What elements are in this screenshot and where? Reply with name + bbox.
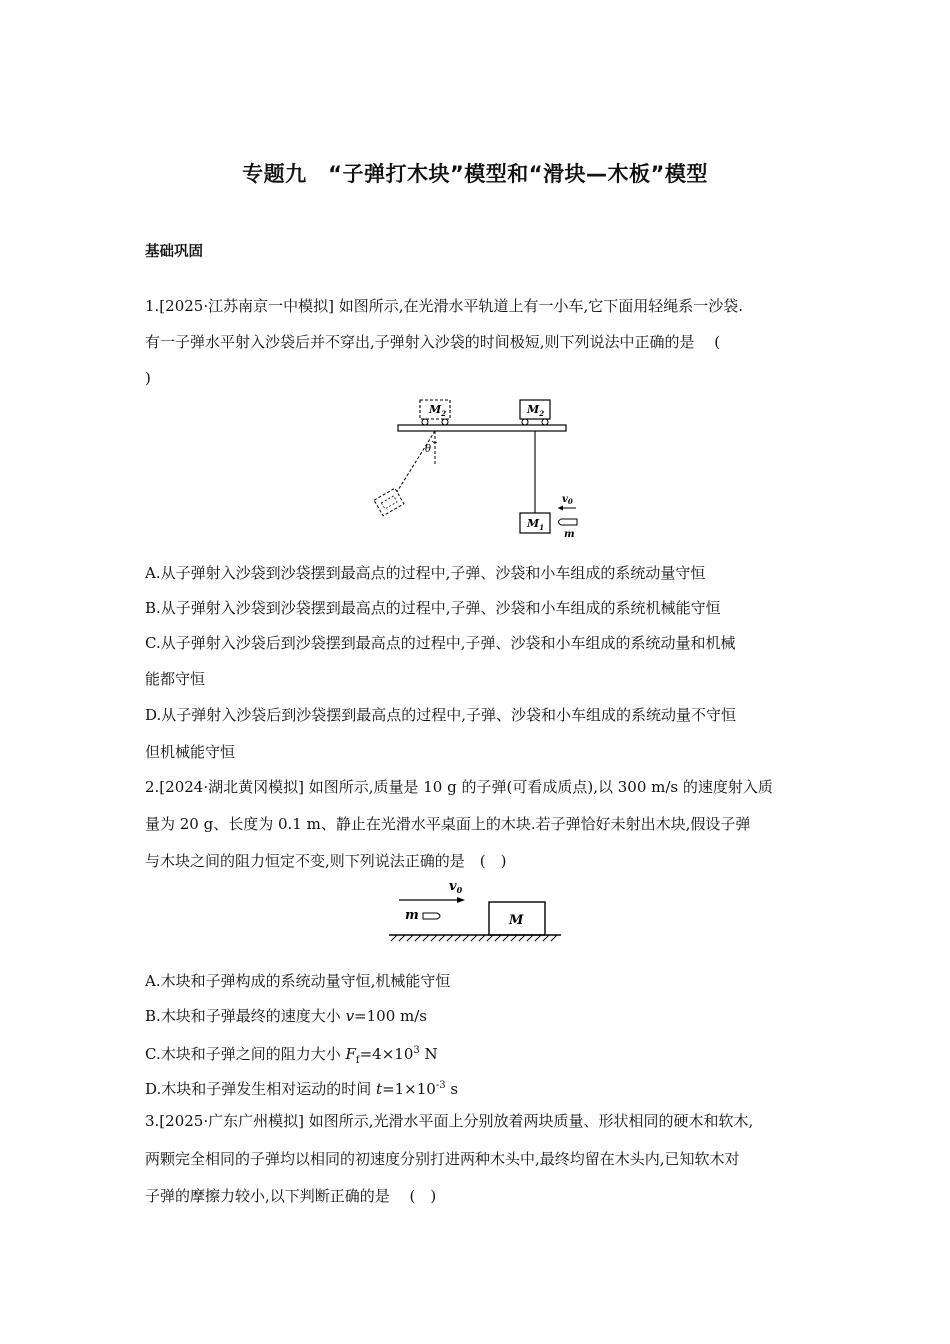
q1-option-b: B.从子弹射入沙袋到沙袋摆到最高点的过程中,子弹、沙袋和小车组成的系统机械能守恒 bbox=[145, 599, 721, 617]
section-heading: 基础巩固 bbox=[145, 244, 203, 260]
q1-option-c-line-1: C.从子弹射入沙袋后到沙袋摆到最高点的过程中,子弹、沙袋和小车组成的系统动量和机械 bbox=[145, 634, 736, 652]
svg-text:M2: $M_2$ bbox=[527, 403, 545, 418]
page-title: 专题九 “子弹打木块”模型和“滑块—木板”模型 bbox=[242, 162, 708, 186]
q2-stem-line-1: 2.[2024·湖北黄冈模拟] 如图所示,质量是 10 g 的子弹(可看成质点),以 300 m/s 的速度射入质 bbox=[145, 778, 773, 796]
svg-text:M1: $M_1$ bbox=[527, 517, 545, 532]
svg-text:M2: $M_2$ bbox=[429, 403, 447, 418]
q1-option-d-line-2: 但机械能守恒 bbox=[145, 743, 236, 761]
q2-option-d: D.木块和子弹发生相对运动的时间 $t=1\times 10^{-3}$ s bbox=[145, 1080, 459, 1098]
q1-track bbox=[398, 425, 566, 431]
svg-text:θ: θ bbox=[425, 444, 432, 455]
q2-stem-line-3: 与木块之间的阻力恒定不变,则下列说法正确的是 ( ) bbox=[145, 852, 507, 870]
q1-figure bbox=[365, 395, 580, 545]
q3-stem-line-3: 子弹的摩擦力较小,以下判断正确的是 ( ) bbox=[145, 1187, 437, 1205]
svg-text:m: m bbox=[405, 908, 419, 923]
q1-stem-line-3: ) bbox=[145, 369, 151, 387]
q1-option-a: A.从子弹射入沙袋到沙袋摆到最高点的过程中,子弹、沙袋和小车组成的系统动量守恒 bbox=[145, 564, 706, 582]
q1-option-c-line-2: 能都守恒 bbox=[145, 670, 206, 688]
svg-text:v0: $v_0$ bbox=[449, 879, 463, 895]
q1-option-d-line-1: D.从子弹射入沙袋后到沙袋摆到最高点的过程中,子弹、沙袋和小车组成的系统动量不守恒 bbox=[145, 706, 737, 724]
svg-text:v0: $v_0$ bbox=[562, 494, 573, 506]
q1-bullet bbox=[559, 519, 578, 525]
q1-stem-line-2: 有一子弹水平射入沙袋后并不穿出,子弹射入沙袋的时间极短,则下列说法中正确的是 ( bbox=[145, 333, 721, 351]
q2-stem-line-2: 量为 20 g、长度为 0.1 m、静止在光滑水平桌面上的木块.若子弹恰好未射出木块,假设子弹 bbox=[145, 815, 751, 833]
q2-option-b: B.木块和子弹最终的速度大小 v=100 m/s bbox=[145, 1007, 427, 1025]
q3-stem-line-1: 3.[2025·广东广州模拟] 如图所示,光滑水平面上分别放着两块质量、形状相同的硬木和软木, bbox=[145, 1112, 754, 1130]
q2-option-a: A.木块和子弹构成的系统动量守恒,机械能守恒 bbox=[145, 972, 451, 990]
svg-text:m: m bbox=[564, 529, 575, 540]
q2-figure bbox=[385, 876, 565, 946]
q3-stem-line-2: 两颗完全相同的子弹均以相同的初速度分别打进两种木头中,最终均留在木头内,已知软木对 bbox=[145, 1150, 740, 1168]
q1-stem-line-1: 1.[2025·江苏南京一中模拟] 如图所示,在光滑水平轨道上有一小车,它下面用轻绳系一沙袋. bbox=[145, 297, 744, 315]
svg-text:M: M bbox=[509, 913, 524, 928]
q2-option-c: C.木块和子弹之间的阻力大小 $F_f=4\times 10^3$ N bbox=[145, 1045, 438, 1066]
q2-bullet bbox=[423, 913, 440, 919]
